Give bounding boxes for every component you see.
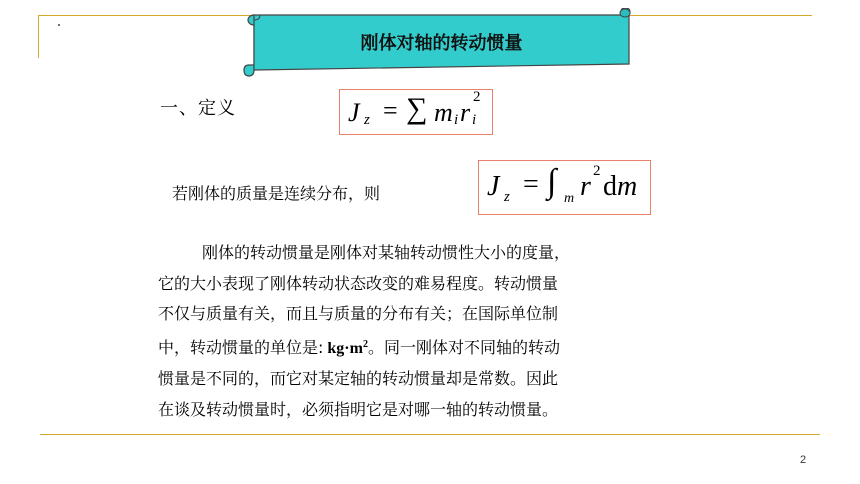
definition-paragraph [158, 238, 718, 425]
slide-title: 刚体对轴的转动惯量 [360, 33, 523, 54]
paragraph-line: 在谈及转动惯量时，必须指明它是对哪一轴的转动惯量。 [158, 399, 559, 419]
si-unit [323, 340, 368, 357]
continuous-distribution-text: 若刚体的质量是连续分布，则 [172, 184, 381, 203]
corner-dot [58, 24, 60, 26]
paragraph-line-with-unit [158, 330, 718, 365]
discrete-inertia-formula [339, 89, 493, 135]
paragraph-line: 惯量是不同的，而它对某定轴的转动惯量却是常数。因此 [158, 369, 559, 388]
paragraph-line-before-unit: 中，转动惯量的单位是: [158, 337, 324, 357]
continuous-inertia-formula [478, 160, 651, 215]
integral-sub: m [564, 191, 575, 206]
si-unit-exponent: 2 [362, 338, 368, 350]
formula2-mass: m [617, 171, 638, 202]
paragraph-line: 不仅与质量有关，而且与质量的分布有关；在国际单位制 [158, 304, 559, 323]
section-heading: 一、定义 [160, 98, 236, 119]
formula-mass-sub: i [454, 112, 459, 128]
formula2-eq: = [523, 169, 539, 200]
left-rule [38, 15, 39, 58]
si-unit-base: kg·m [327, 339, 363, 357]
formula-radius: r [460, 98, 471, 127]
paragraph-line: 刚体的转动惯量是刚体对某轴转动惯性大小的度量， [202, 243, 571, 262]
sum-symbol: ∑ [406, 92, 428, 125]
formula2-lhs-sub: z [504, 189, 510, 205]
integral-symbol: ∫ [547, 163, 557, 200]
formula2-lhs: J [487, 171, 500, 202]
formula-lhs: J [348, 98, 360, 127]
paragraph-line-after-unit: 。同一刚体对不同轴的转动 [367, 337, 560, 357]
formula-eq: = [383, 96, 398, 125]
formula-lhs-sub: z [364, 112, 370, 128]
formula2-differential: d [603, 171, 617, 202]
page-number: 2 [800, 454, 807, 466]
formula-radius-sup: 2 [473, 89, 481, 105]
formula-radius-sub: i [472, 112, 477, 128]
paragraph-line: 它的大小表现了刚体转动状态改变的难易程度。转动惯量 [158, 273, 559, 293]
bottom-rule [40, 434, 820, 435]
formula2-radius-sup: 2 [593, 163, 601, 179]
formula2-radius: r [580, 171, 591, 202]
formula-mass: m [434, 98, 453, 127]
